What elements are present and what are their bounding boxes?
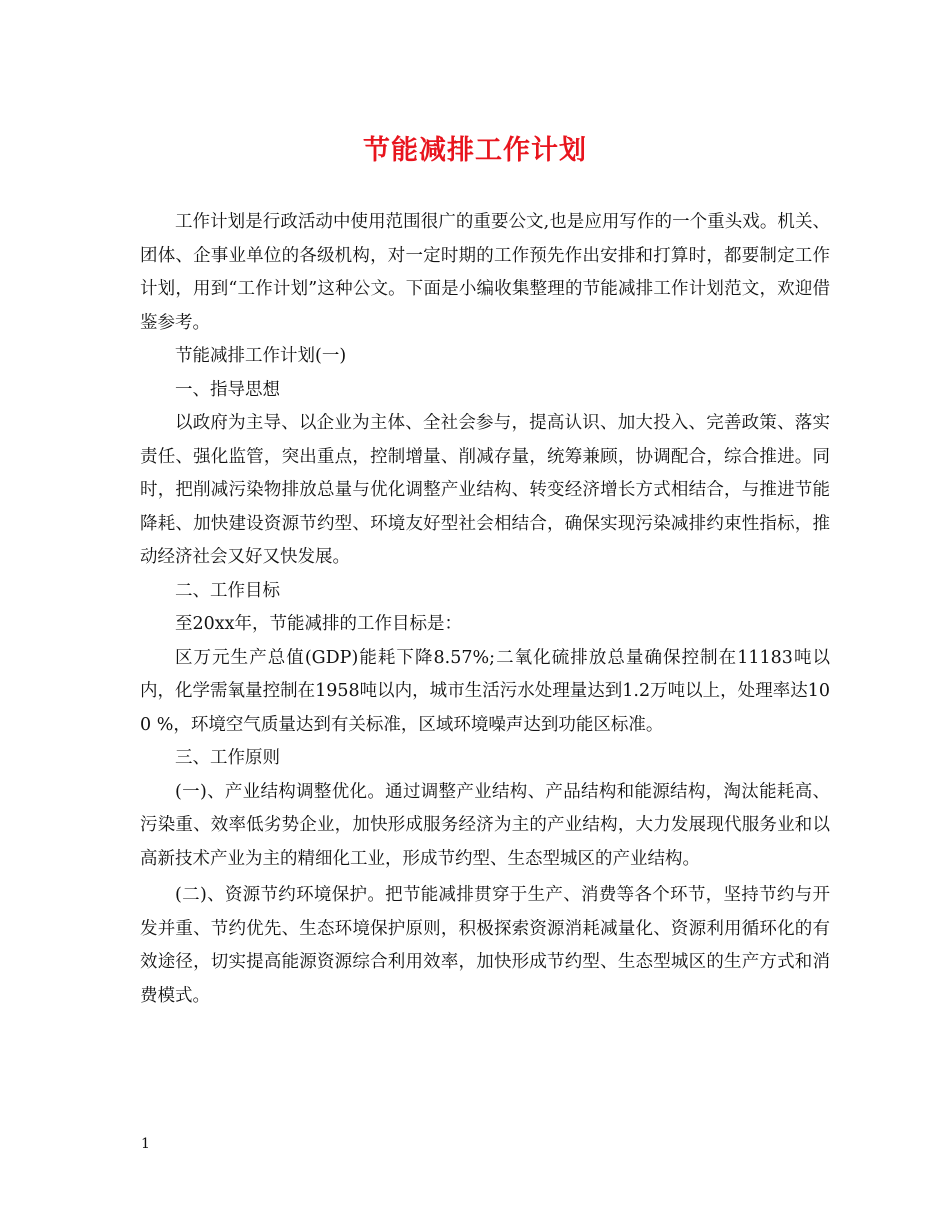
paragraph-goals-detail: 区万元生产总值(GDP)能耗下降8.57%;二氧化硫排放总量确保控制在11183吨以内，化学需氧量控制在1958吨以内，城市生活污水处理量达到1.2万吨以上，处理率达100 %，环境空气质量达到有关标准，区域环境噪声达到功能区标准。 — [140, 647, 830, 735]
paragraph-principle-1: (一)、产业结构调整优化。通过调整产业结构、产品结构和能源结构，淘汰能耗高、污染重、效率低劣势企业，加快形成服务经济为主的产业结构，大力发展现代服务业和以高新技术产业为主的精细化工业，形成节约型、生态型城区的产业结构。 — [140, 781, 830, 869]
document-title: 节能减排工作计划 — [363, 135, 587, 166]
paragraph-section-heading: 节能减排工作计划(一) — [175, 346, 347, 366]
paragraph-heading-guiding-ideology: 一、指导思想 — [175, 379, 280, 400]
paragraph-guiding-ideology: 以政府为主导、以企业为主体、全社会参与，提高认识、加大投入、完善政策、落实责任、强化监管，突出重点，控制增量、削减存量，统筹兼顾，协调配合，综合推进。同时，把削减污染物排放总量与优化调整产业结构、转变经济增长方式相结合，与推进节能降耗、加快建设资源节约型、环境友好型社会相结合，确保实现污染减排约束性指标，推动经济社会又好又快发展。 — [140, 413, 830, 567]
page-number: 1 — [141, 1136, 150, 1152]
paragraph-principle-2: (二)、资源节约环境保护。把节能减排贯穿于生产、消费等各个环节，坚持节约与开发并重、节约优先、生态环境保护原则，积极探索资源消耗减量化、资源利用循环化的有效途径，切实提高能源资源综合利用效率，加快形成节约型、生态型城区的生产方式和消费模式。 — [140, 885, 830, 1006]
document-body — [140, 206, 830, 1013]
paragraph-heading-work-goals: 二、工作目标 — [175, 580, 280, 601]
paragraph-heading-work-principles: 三、工作原则 — [175, 748, 280, 768]
paragraph-intro: 工作计划是行政活动中使用范围很广的重要公文,也是应用写作的一个重头戏。机关、团体、企事业单位的各级机构，对一定时期的工作预先作出安排和打算时，都要制定工作计划，用到“工作计划”这种公文。下面是小编收集整理的节能减排工作计划范文，欢迎借鉴参考。 — [140, 212, 830, 333]
paragraph-goals-intro: 至20xx年，节能减排的工作目标是： — [175, 614, 463, 634]
